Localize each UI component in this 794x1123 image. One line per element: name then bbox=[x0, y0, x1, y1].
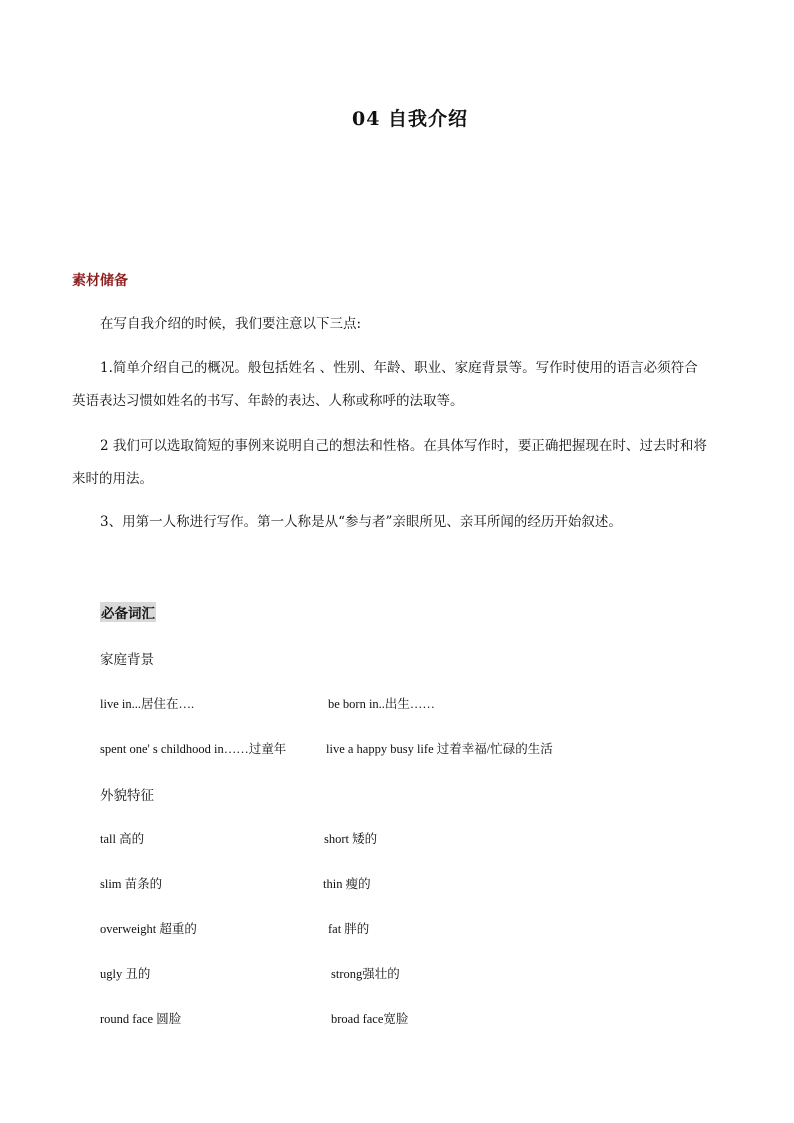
vocab-be-born-in: be born in..出生…… bbox=[328, 697, 435, 711]
vocab-fat: fat 胖的 bbox=[328, 922, 370, 936]
vocab-spent-childhood: spent one' s childhood in……过童年 bbox=[100, 742, 287, 756]
point-2-line-1: 2 我们可以选取简短的事例来说明自己的想法和性格。在具体写作时，要正确把握现在时、过去时和将 bbox=[100, 438, 707, 454]
vocab-thin: thin 瘦的 bbox=[323, 877, 371, 891]
category-appearance: 外貌特征 bbox=[100, 788, 154, 804]
point-1-paragraph bbox=[72, 352, 732, 418]
category-family-background: 家庭背景 bbox=[100, 652, 154, 668]
vocab-broad-face: broad face宽脸 bbox=[331, 1012, 409, 1026]
intro-paragraph: 在写自我介绍的时候，我们要注意以下三点: bbox=[100, 316, 362, 332]
vocab-short: short 矮的 bbox=[324, 832, 378, 846]
page-title: 04 自我介绍 bbox=[351, 108, 469, 130]
point-2-line-2: 来时的用法。 bbox=[72, 471, 153, 487]
point-1-line-2: 英语表达习惯如姓名的书写、年龄的表达、人称或称呼的法取等。 bbox=[72, 393, 464, 409]
vocab-tall: tall 高的 bbox=[100, 832, 145, 846]
vocab-heading: 必备词汇 bbox=[100, 602, 156, 622]
vocab-ugly: ugly 丑的 bbox=[100, 967, 151, 981]
point-2-paragraph bbox=[72, 430, 732, 496]
section-heading: 素材储备 bbox=[72, 273, 128, 289]
point-3-paragraph: 3、用第一人称进行写作。第一人称是从“参与者”亲眼所见、亲耳所闻的经历开始叙述。 bbox=[100, 514, 622, 530]
vocab-round-face: round face 圆脸 bbox=[100, 1012, 182, 1026]
vocab-live-in: live in...居住在…. bbox=[100, 697, 195, 711]
vocab-overweight: overweight 超重的 bbox=[100, 922, 197, 936]
point-1-line-1: 1.简单介绍自己的概况。般包括姓名 、性别、年龄、职业、家庭背景等。写作时使用的语言必须符合 bbox=[100, 360, 698, 376]
vocab-strong: strong强壮的 bbox=[331, 967, 400, 981]
vocab-live-happy-life: live a happy busy life 过着幸福/忙碌的生活 bbox=[326, 742, 553, 756]
vocab-slim: slim 苗条的 bbox=[100, 877, 163, 891]
